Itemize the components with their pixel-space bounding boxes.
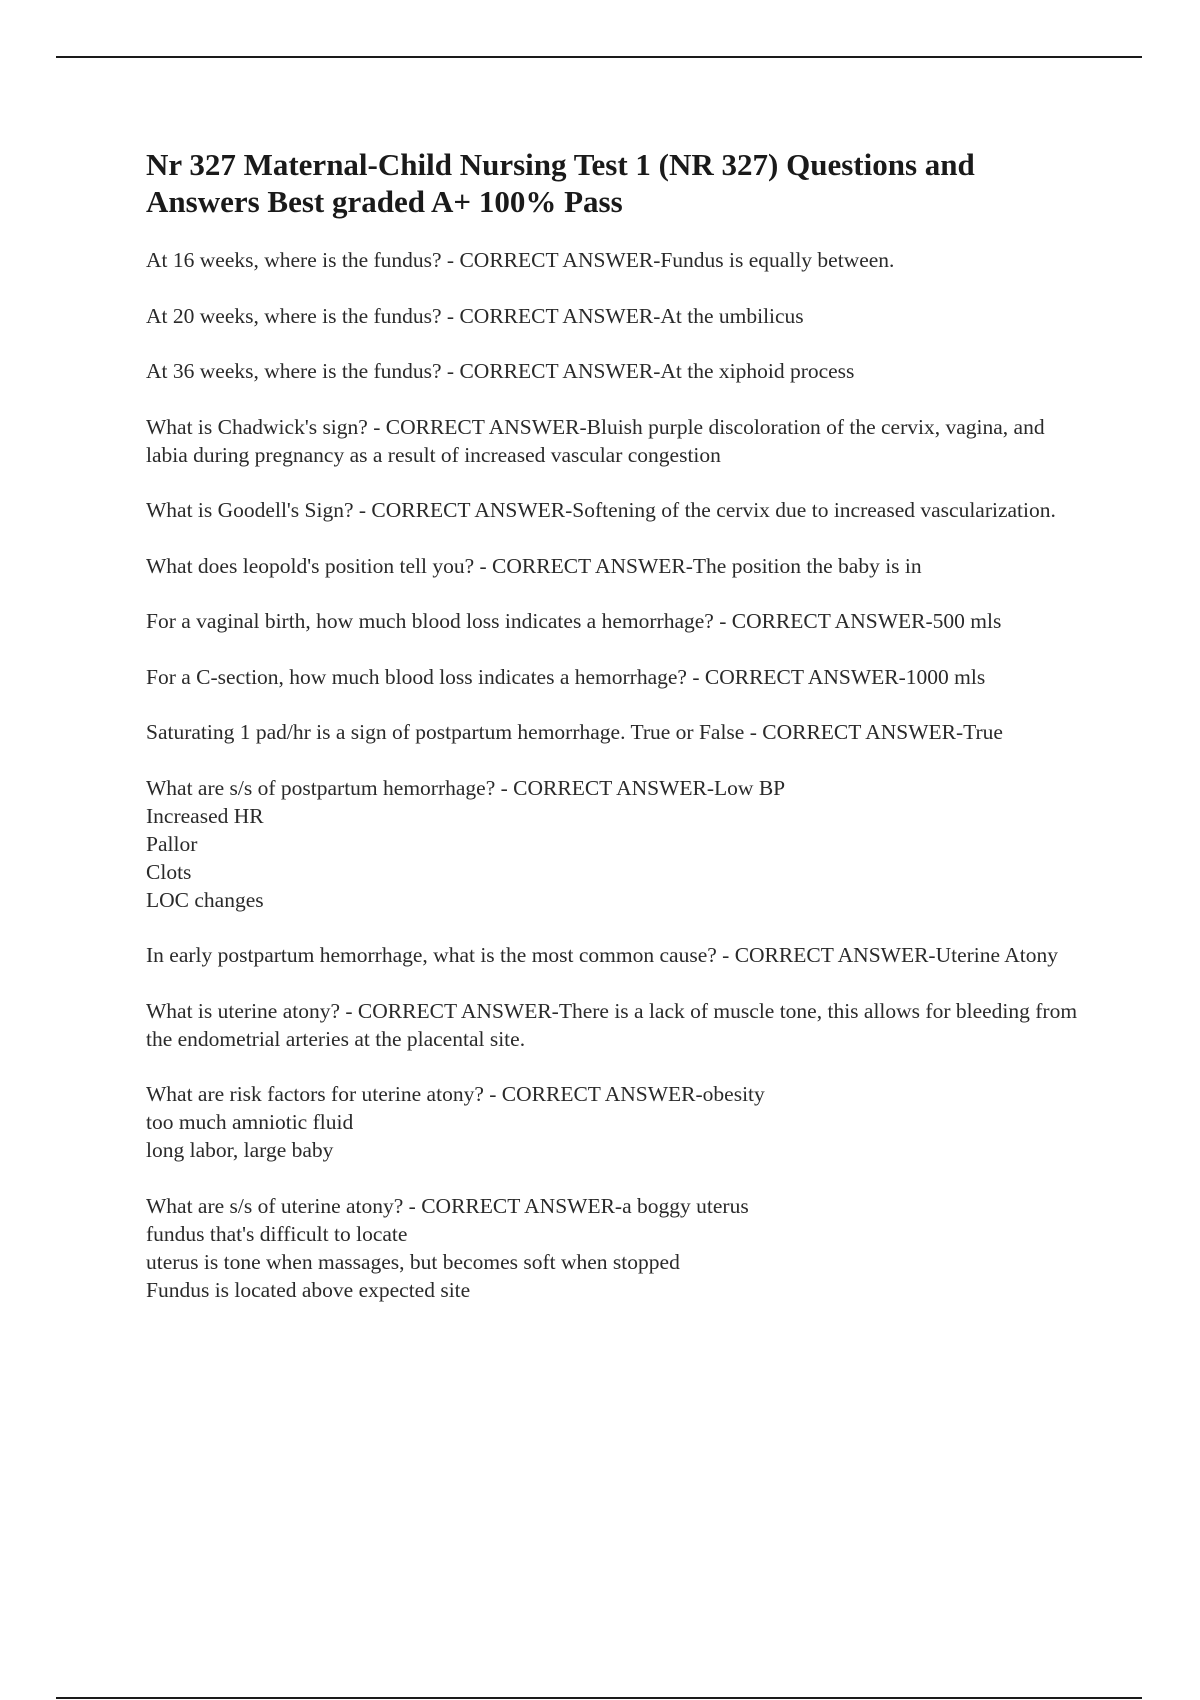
qa-item: What does leopold's position tell you? - CORRECT ANSWER-The position the baby is in [146,553,922,578]
qa-list [146,246,1086,1304]
qa-item: At 16 weeks, where is the fundus? - CORRECT ANSWER-Fundus is equally between. [146,248,895,272]
qa-item: Saturating 1 pad/hr is a sign of postpartum hemorrhage. True or False - CORRECT ANSWER-True [146,720,1003,744]
qa-item: What are risk factors for uterine atony? - CORRECT ANSWER-obesity too much amniotic fluid long labor, large baby [146,1082,765,1162]
qa-item: What is uterine atony? - CORRECT ANSWER-There is a lack of muscle tone, this allows for bleeding from the endometrial arteries at the placental site. [146,998,1078,1051]
document-title: Nr 327 Maternal-Child Nursing Test 1 (NR 327) Questions and Answers Best graded A+ 100% Pass [146,147,975,219]
qa-item: What is Chadwick's sign? - CORRECT ANSWER-Bluish purple discoloration of the cervix, vagina, and labia during pregnancy as a result of increased vascular congestion [146,414,1045,467]
qa-item: At 20 weeks, where is the fundus? - CORRECT ANSWER-At the umbilicus [146,303,804,328]
qa-item: For a C-section, how much blood loss indicates a hemorrhage? - CORRECT ANSWER-1000 mls [146,664,986,689]
bottom-divider [56,1697,1142,1699]
qa-item: In early postpartum hemorrhage, what is the most common cause? - CORRECT ANSWER-Uterine Atony [146,943,1058,967]
qa-item: At 36 weeks, where is the fundus? - CORRECT ANSWER-At the xiphoid process [146,359,855,383]
top-divider [56,56,1142,58]
qa-item: What is Goodell's Sign? - CORRECT ANSWER-Softening of the cervix due to increased vascularization. [146,498,1056,522]
qa-item: For a vaginal birth, how much blood loss indicates a hemorrhage? - CORRECT ANSWER-500 mls [146,609,1002,633]
document-body [146,146,1086,1331]
qa-item: What are s/s of uterine atony? - CORRECT ANSWER-a boggy uterus fundus that's difficult to locate uterus is tone when massages, but becomes soft when stopped Fundus is located above expected site [146,1193,749,1302]
qa-item: What are s/s of postpartum hemorrhage? - CORRECT ANSWER-Low BP Increased HR Pallor Clots LOC changes [146,775,786,912]
